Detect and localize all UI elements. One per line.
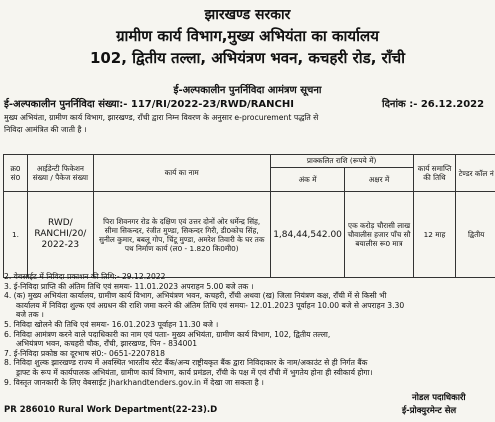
note-fee-bank: 8. निविदा शुल्क झारखण्ड राज्य में अवस्थित भारतीय स्टेट बैंक/अन्य राष्ट्रीयकृत बैंक द्वारा निविदाकार के नाम/अकाउंट से ही निर्गत बैंक [4,358,368,368]
note-fee-bank-cont: ड्राफ्ट के रूप में कार्यपालक अभियंता, ग्रामीण कार्य विभाग, कार्य प्रमंडल, राँची के पक्ष में एवं राँची में भुगतेय होना ही स्वीकार्य होगा। [16,367,373,377]
header-department: ग्रामीण कार्य विभाग,मुख्य अभियंता का कार्यालय [116,27,379,45]
cell-amount-digits: 1,84,44,542.00 [270,192,345,278]
note-website: 9. विस्तृत जानकारी के लिए वेबसाईट jharkhandtenders.gov.in में देखा जा सकता है । [4,377,264,387]
officer-cell: ई-प्रोक्युरमेन्ट सेल [402,406,457,416]
header-work-name: कार्य का नाम [93,155,270,192]
notice-date: दिनांक :- 26.12.2022 [382,99,485,110]
note-opening-date: 5. निविदा खोलने की तिथि एवं समयः- 16.01.2023 पूर्वाहन 11.30 बजे । [4,319,219,329]
header-identification: आईडेन्टी फिकेशन संख्या / पैकेज संख्या [27,155,93,192]
cell-round: द्वितीय [456,192,495,278]
note-publication-date: 2. वेबसाईट में निविदा प्रकाशन की तिथि:- 29.12.2022 [4,272,166,281]
header-government: झारखण्ड सरकार [204,7,291,23]
cell-work-name: पिरा शिवनगर रोड के दक्षिण एवं उत्तर दोनों ओर धर्मेन्द्र सिंह, सीमा सिकन्दर, रंजीत मुण्डा, सिकन्दर गिरी, डी0कोच सिंह, सुनील कुमार, बबलू गोप, चिंटू मुण्डा, अमरेश तिवारी के घर तक पथ निर्माण कार्य (ल0 - 1.820 कि0मी0) [93,192,270,278]
header-period: कार्य समाप्ति की तिथि [413,155,456,192]
cell-serial: 1. [4,192,28,278]
header-amount-words: अक्षर में [345,168,413,192]
tender-table [3,154,495,278]
header-amount-digits: अंक में [270,168,345,192]
officer-title: नोडल पदाधिकारी [412,393,466,403]
cell-amount-words: एक करोड़ चौरासी लाख चौवालीस हजार पाँच सौ बयालीस रू0 मात्र [345,192,413,278]
note-officer-address-cont: अभियंत्रण भवन, कचहरी चौक, राँची, झारखण्ड, पिन - 834001 [16,339,198,349]
note-officer-address: 6. निविदा आमंत्रण करने वाले पदाधिकारी का नाम एवं पताः- मुख्य अभियंता, ग्रामीण कार्य विभाग, 102, द्वितीय तल्ला, [4,329,331,339]
table-row [4,192,495,278]
header-round: टेण्डर कॉल नं [456,155,495,192]
notice-number: ई-अल्पकालीन पुनर्निविदा संख्या:- 117/RI/2022-23/RWD/RANCHI [4,99,294,110]
cell-period: 12 माह [413,192,456,278]
pr-number: PR 286010 Rural Work Department(22-23).D [4,405,218,415]
notice-intro-line2: निविदा आमंत्रित की जाती है । [4,125,87,134]
note-fee-deadline: कार्यालय में निविदा शुल्क एवं अग्रधन की राशि जमा करने की अंतिम तिथि एवं समयः- 12.01.2023 पूर्वाहन 10.00 बजे से अपराहन 3.30 [16,300,405,310]
note-phone: 7. ई-निविदा प्रकोष्ठ का दूरभाष सं0:- 0651-2207818 [4,348,165,358]
notice-intro-line1: मुख्य अभियंता, ग्रामीण कार्य विभाग, झारखण्ड, राँची द्वारा निम्न विवरण के अनुसार e-procurement पद्धति से [4,113,319,122]
notes-list [4,272,404,387]
header-amount-group: प्राक्कलित राशि (रूपये में) [270,155,413,168]
cell-identification: RWD/ RANCHI/20/ 2022-23 [27,192,93,278]
header-address: 102, द्वितीय तल्ला, अभियंत्रण भवन, कचहरी रोड, राँची [89,49,406,67]
note-fee-offices: 4. (क) मुख्य अभियंता कार्यालय, ग्रामीण कार्य विभाग, अभियंत्रण भवन, कचहरी, राँची अथवा (ख) जिला नियंत्रण कक्ष, राँची में से किसी भी [4,291,387,301]
note-fee-deadline-end: बजे तक । [16,310,44,320]
note-submission-deadline: 3. ई-निविदा प्राप्ति की अंतिम तिथि एवं समयः- 11.01.2023 अपराहन 5.00 बजे तक । [4,281,254,291]
header-serial: क्र0 सं0 [4,155,28,192]
notice-title: ई-अल्पकालीन पुनर्निविदा आमंत्रण सूचना [173,85,322,96]
